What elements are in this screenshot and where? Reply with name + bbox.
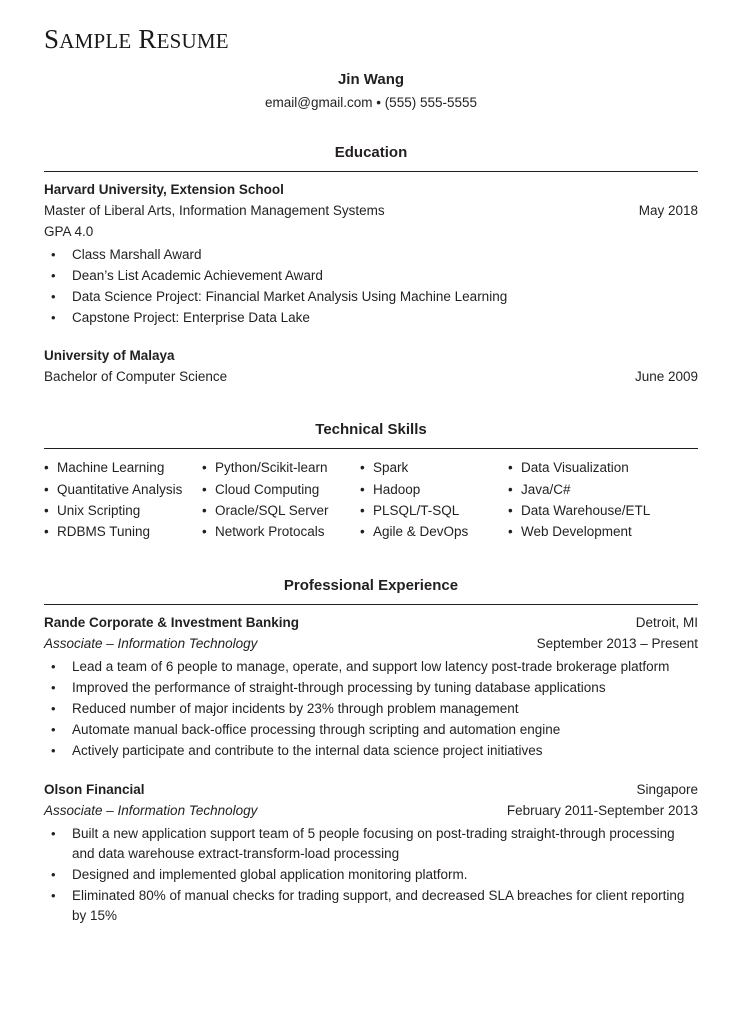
experience-entry-2-role: Associate – Information Technology	[44, 803, 258, 819]
section-divider-skills	[44, 448, 698, 449]
list-item: • Class Marshall Award	[44, 245, 698, 265]
skill-item: • Web Development	[508, 521, 698, 542]
experience-entry-1	[44, 613, 698, 761]
skill-item: • Oracle/SQL Server	[202, 500, 360, 521]
section-heading-skills: Technical Skills	[315, 421, 427, 439]
skill-item: • Cloud Computing	[202, 479, 360, 500]
spacer	[44, 764, 698, 780]
experience-entry-1-role: Associate – Information Technology	[44, 635, 258, 651]
page-title-text: SAMPLE RESUME	[44, 24, 229, 54]
skill-item: • PLSQL/T-SQL	[360, 500, 508, 521]
list-item: • Capstone Project: Enterprise Data Lake	[44, 308, 698, 328]
education-entry-1-date: May 2018	[638, 202, 698, 218]
experience-entry-2-role-row	[44, 801, 698, 822]
candidate-contact: email@gmail.com • (555) 555-5555	[264, 95, 478, 110]
education-entry-1-gpa-row	[44, 222, 698, 243]
list-item: • Improved the performance of straight-through processing by tuning database applications	[44, 678, 698, 698]
list-item: • Designed and implemented global application monitoring platform.	[44, 865, 698, 885]
education-entry-1-degree-row	[44, 201, 698, 222]
experience-entry-2-header	[44, 780, 698, 801]
education-entry-1-header	[44, 180, 698, 201]
experience-entry-1-location: Detroit, MI	[635, 614, 698, 630]
education-entry-2	[44, 346, 698, 388]
section-heading-experience: Professional Experience	[283, 576, 459, 594]
experience-entry-2	[44, 780, 698, 926]
list-item: • Dean’s List Academic Achievement Award	[44, 266, 698, 286]
skill-item: • Data Visualization	[508, 457, 698, 478]
list-item: • Reduced number of major incidents by 23% through problem management	[44, 699, 698, 719]
list-item: • Data Science Project: Financial Market Analysis Using Machine Learning	[44, 287, 698, 307]
education-entry-1	[44, 180, 698, 328]
spacer	[44, 330, 698, 346]
list-item: • Lead a team of 6 people to manage, operate, and support low latency post-trade brokerage platform	[44, 657, 698, 677]
education-entry-1-degree: Master of Liberal Arts, Information Management Systems	[44, 202, 385, 218]
experience-entry-1-role-row	[44, 634, 698, 655]
list-item: • Automate manual back-office processing through scripting and automation engine	[44, 720, 698, 740]
experience-entry-1-dates: September 2013 – Present	[536, 635, 698, 651]
experience-entry-2-bullets	[44, 824, 698, 926]
experience-entry-1-bullets	[44, 657, 698, 761]
experience-entry-2-org: Olson Financial	[44, 782, 145, 798]
candidate-name: Jin Wang	[337, 71, 405, 88]
section-divider-education	[44, 171, 698, 172]
skills-grid	[44, 457, 698, 542]
skill-item: • RDBMS Tuning	[44, 521, 202, 542]
skill-item: • Java/C#	[508, 479, 698, 500]
education-entry-2-degree-row	[44, 367, 698, 388]
education-entry-2-degree: Bachelor of Computer Science	[44, 368, 228, 384]
education-entry-1-org: Harvard University, Extension School	[44, 182, 284, 197]
experience-entry-2-dates: February 2011-September 2013	[506, 803, 698, 819]
skill-item: • Quantitative Analysis	[44, 479, 202, 500]
education-entry-2-org: University of Malaya	[44, 347, 175, 363]
list-item: • Built a new application support team of 5 people focusing on post-trading straight-through processing and data warehouse extract-transform-load processing	[44, 824, 698, 864]
experience-entry-1-header	[44, 613, 698, 634]
list-item: • Actively participate and contribute to the internal data science project initiatives	[44, 741, 698, 761]
page-title	[44, 24, 698, 55]
skill-item: • Machine Learning	[44, 457, 202, 478]
skill-item: • Spark	[360, 457, 508, 478]
section-heading-education: Education	[334, 144, 408, 161]
skill-item: • Hadoop	[360, 479, 508, 500]
list-item: • Eliminated 80% of manual checks for trading support, and decreased SLA breaches for client reporting by 15%	[44, 886, 698, 926]
skill-item: • Python/Scikit-learn	[202, 457, 360, 478]
education-entry-2-header	[44, 346, 698, 367]
experience-entry-2-location: Singapore	[636, 782, 698, 798]
experience-entry-1-org: Rande Corporate & Investment Banking	[44, 614, 300, 630]
skill-item: • Network Protocals	[202, 521, 360, 542]
education-entry-1-gpa: GPA 4.0	[44, 223, 94, 239]
education-entry-1-bullets	[44, 245, 698, 328]
section-divider-experience	[44, 604, 698, 605]
skill-item: • Data Warehouse/ETL	[508, 500, 698, 521]
skill-item: • Agile & DevOps	[360, 521, 508, 542]
education-entry-2-date: June 2009	[634, 368, 698, 384]
skill-item: • Unix Scripting	[44, 500, 202, 521]
